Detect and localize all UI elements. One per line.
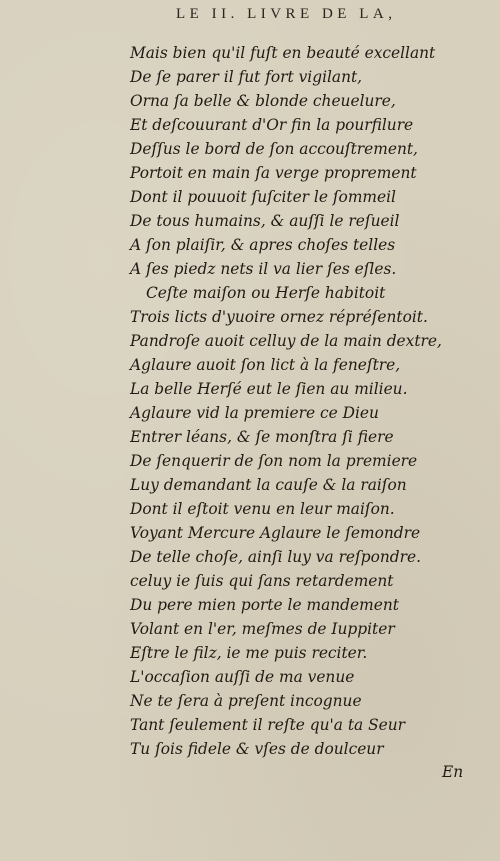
verse-line: Pandroſe auoit celluy de la main dextre, — [130, 332, 442, 350]
verse-line: Deſſus le bord de ſon accouſtrement, — [130, 140, 418, 158]
verse-line: Tu ſois fidele & vſes de doulceur — [130, 740, 384, 758]
verse-line: Luy demandant la cauſe & la raiſon — [130, 476, 407, 494]
verse-line: Entrer léans, & ſe monſtra ſi fiere — [130, 428, 394, 446]
verse-line: Volant en l'er, meſmes de Iuppiter — [130, 620, 395, 638]
verse-line: De ſe parer il fut fort vigilant, — [130, 68, 363, 86]
verse-line: celuy ie ſuis qui ſans retardement — [130, 572, 394, 590]
catchword: En — [442, 763, 464, 781]
verse-line: Mais bien qu'il fuſt en beauté excellant — [130, 44, 436, 62]
verse-line: Ceſte maiſon ou Herſe habitoit — [146, 284, 386, 302]
verse-line: Et deſcouurant d'Or fin la pourfilure — [130, 116, 414, 134]
verse-line: Ne te ſera à preſent incognue — [130, 692, 362, 710]
verse-line: Tant ſeulement il reſte qu'a ta Seur — [130, 716, 405, 734]
verse-line: La belle Herſé eut le ſien au milieu. — [130, 380, 408, 398]
verse-line: De ſenquerir de ſon nom la premiere — [130, 452, 418, 470]
verse-line: Voyant Mercure Aglaure le ſemondre — [130, 524, 421, 542]
verse-line: Dont il eſtoit venu en leur maiſon. — [130, 500, 395, 518]
verse-line: Eſtre le filz, ie me puis reciter. — [130, 644, 368, 662]
verse-line: Portoit en main ſa verge proprement — [130, 164, 417, 182]
verse-line: Du pere mien porte le mandement — [130, 596, 399, 614]
verse-line: Dont il pouuoit ſuſciter le ſommeil — [130, 188, 396, 206]
verse-line: Aglaure vid la premiere ce Dieu — [130, 404, 379, 422]
running-head: LE II. LIVRE DE LA, — [176, 6, 397, 22]
verse-line: L'occaſion auſſi de ma venue — [130, 668, 355, 686]
verse-line: De telle choſe, ainſi luy va reſpondre. — [130, 548, 421, 566]
verse-line: Trois licts d'yuoire ornez répréſentoit. — [130, 308, 428, 326]
verse-line: A ſes piedz nets il va lier ſes eſles. — [130, 260, 397, 278]
verse-line: A ſon plaiſir, & apres choſes telles — [130, 236, 396, 254]
verse-line: Orna ſa belle & blonde cheuelure, — [130, 92, 396, 110]
verse-line: Aglaure auoit ſon lict à la feneſtre, — [130, 356, 401, 374]
verse-line: De tous humains, & auſſi le reſueil — [130, 212, 400, 230]
